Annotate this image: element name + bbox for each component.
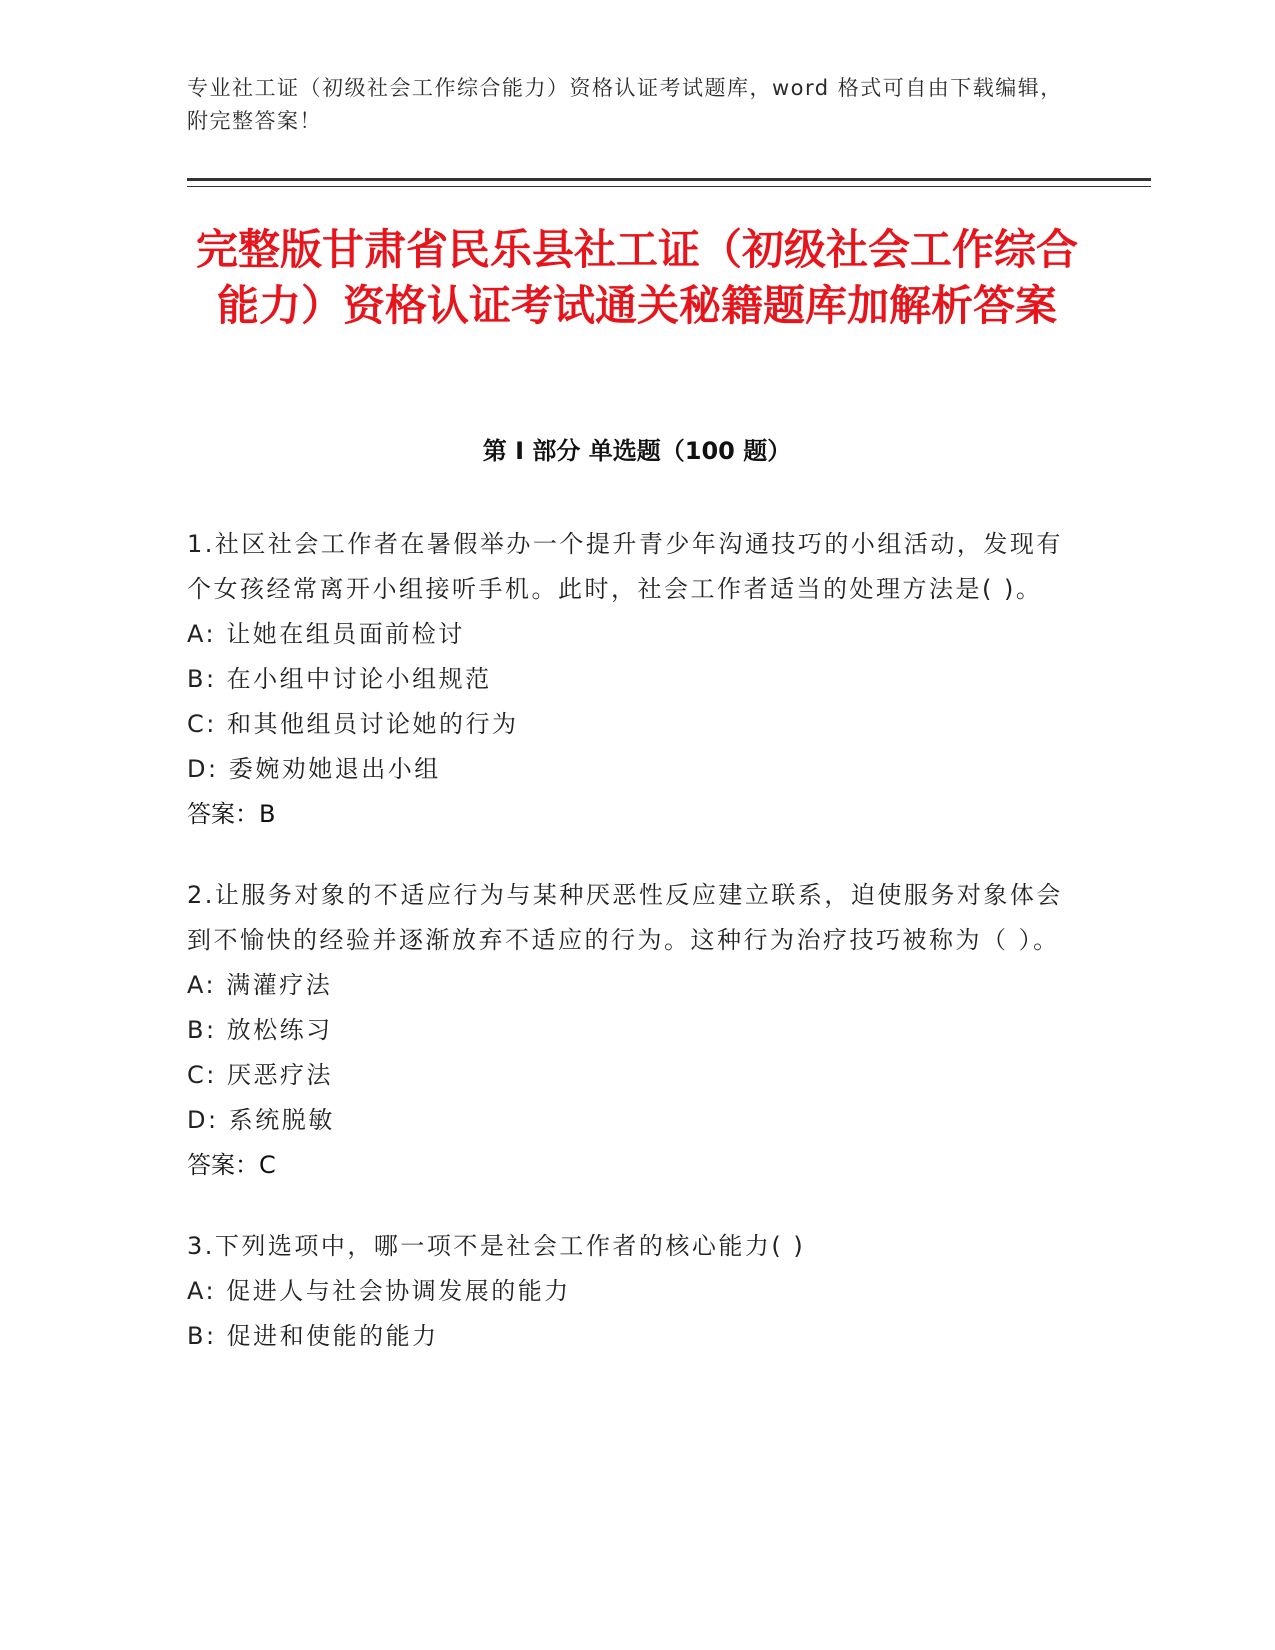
question-option: A: 让她在组员面前检讨 [187, 620, 465, 648]
question-item [187, 1224, 1067, 1359]
question-option: B: 放松练习 [187, 1016, 333, 1044]
question-option: A: 满灌疗法 [187, 971, 333, 999]
question-item [187, 873, 1067, 1188]
question-stem: 1.社区社会工作者在暑假举办一个提升青少年沟通技巧的小组活动，发现有个女孩经常离开小组接听手机。此时，社会工作者适当的处理方法是( )。 [187, 530, 1063, 603]
question-stem: 2.让服务对象的不适应行为与某种厌恶性反应建立联系，迫使服务对象体会到不愉快的经验并逐渐放弃不适应的行为。这种行为治疗技巧被称为（ ）。 [187, 881, 1063, 954]
header-divider-thick [187, 178, 1151, 181]
header-note: 专业社工证（初级社会工作综合能力）资格认证考试题库，word 格式可自由下载编辑，附完整答案！ [187, 76, 1063, 133]
question-option: D: 委婉劝她退出小组 [187, 755, 441, 783]
question-option: D: 系统脱敏 [187, 1106, 335, 1134]
section-title: 第 I 部分 单选题（100 题） [482, 437, 792, 465]
question-answer: 答案：B [187, 800, 276, 828]
question-option: B: 在小组中讨论小组规范 [187, 665, 492, 693]
question-list [187, 522, 1067, 1395]
question-item [187, 522, 1067, 837]
question-option: C: 厌恶疗法 [187, 1061, 333, 1089]
document-title: 完整版甘肃省民乐县社工证（初级社会工作综合能力）资格认证考试通关秘籍题库加解析答案 [195, 225, 1078, 330]
question-option: B: 促进和使能的能力 [187, 1322, 439, 1350]
question-option: A: 促进人与社会协调发展的能力 [187, 1277, 571, 1305]
header-divider-thin [187, 186, 1151, 187]
question-answer: 答案：C [187, 1151, 276, 1179]
question-stem: 3.下列选项中，哪一项不是社会工作者的核心能力( ) [187, 1232, 806, 1260]
question-option: C: 和其他组员讨论她的行为 [187, 710, 519, 738]
